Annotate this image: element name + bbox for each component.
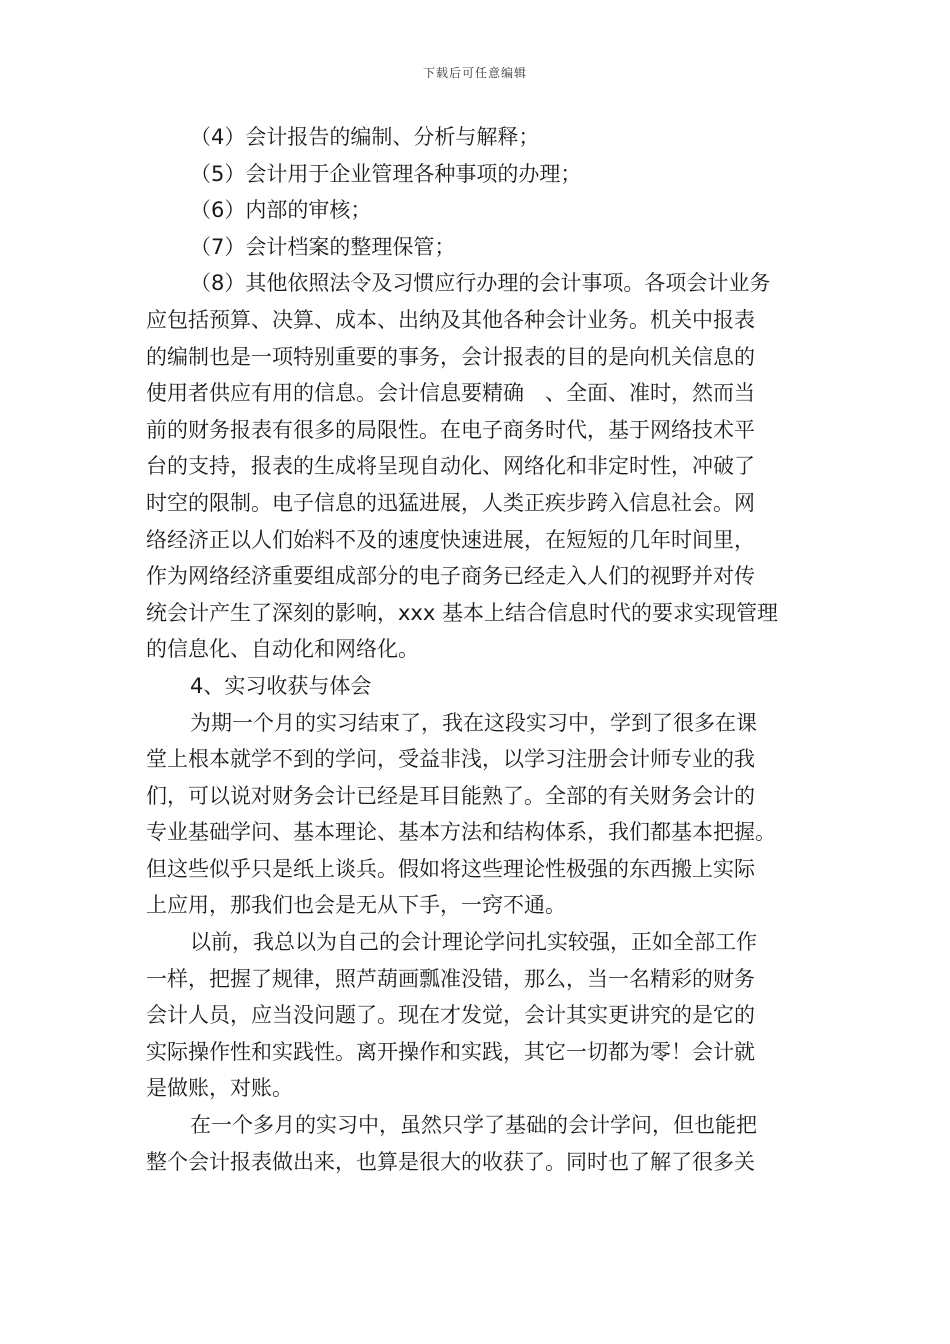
paragraph-line: 整个会计报表做出来，也算是很大的收获了。同时也了解了很多关	[146, 1149, 755, 1174]
section-heading: 4、实习收获与体会	[190, 673, 372, 698]
paragraph-line: 会计人员，应当没问题了。现在才发觉，会计其实更讲究的是它的	[146, 1003, 755, 1028]
paragraph-line: 使用者供应有用的信息。会计信息要精确 、全面、准时，然而当	[146, 381, 755, 406]
paragraph-line: 专业基础学问、基本理论、基本方法和结构体系，我们都基本把握。	[146, 820, 776, 845]
paragraph-line: 一样，把握了规律，照芦葫画瓢准没错，那么，当一名精彩的财务	[146, 966, 755, 991]
paragraph-line: 堂上根本就学不到的学问，受益非浅，以学习注册会计师专业的我	[146, 747, 755, 772]
page-header-note: 下载后可任意编辑	[422, 66, 527, 80]
paragraph-line: 实际操作性和实践性。离开操作和实践，其它一切都为零！会计就	[146, 1039, 755, 1064]
list-item-5: （5）会计用于企业管理各种事项的办理；	[190, 161, 582, 186]
body-text	[146, 119, 822, 1180]
paragraph-line: 前的财务报表有很多的局限性。在电子商务时代，基于网络技术平	[146, 417, 755, 442]
paragraph-line: 作为网络经济重要组成部分的电子商务已经走入人们的视野并对传	[146, 564, 755, 589]
paragraph-line: 统会计产生了深刻的影响，xxx 基本上结合信息时代的要求实现管理	[146, 600, 778, 625]
paragraph-line: 们，可以说对财务会计已经是耳目能熟了。全部的有关财务会计的	[146, 783, 755, 808]
paragraph-line: 是做账，对账。	[146, 1076, 293, 1101]
paragraph-line: 络经济正以人们始料不及的速度快速进展，在短短的几年时间里，	[146, 527, 755, 552]
paragraph-line: 为期一个月的实习结束了，我在这段实习中，学到了很多在课	[190, 710, 757, 735]
paragraph-line: 时空的限制。电子信息的迅猛进展，人类正疾步跨入信息社会。网	[146, 490, 755, 515]
paragraph-line: 的信息化、自动化和网络化。	[146, 637, 419, 662]
paragraph-line: 上应用，那我们也会是无从下手，一窍不通。	[146, 893, 566, 918]
list-item-6: （6）内部的审核；	[190, 198, 372, 223]
paragraph-line: 的编制也是一项特别重要的事务，会计报表的目的是向机关信息的	[146, 344, 755, 369]
paragraph-line: 在一个多月的实习中，虽然只学了基础的会计学问，但也能把	[190, 1113, 757, 1138]
list-item-8: （8）其他依照法令及习惯应行办理的会计事项。各项会计业务	[190, 271, 771, 296]
list-item-7: （7）会计档案的整理保管；	[190, 234, 456, 259]
paragraph-line: 但这些似乎只是纸上谈兵。假如将这些理论性极强的东西搬上实际	[146, 856, 755, 881]
list-item-4: （4）会计报告的编制、分析与解释；	[190, 125, 540, 149]
paragraph-line: 台的支持，报表的生成将呈现自动化、网络化和非定时性，冲破了	[146, 454, 755, 479]
paragraph-line: 以前，我总以为自己的会计理论学问扎实较强，正如全部工作	[190, 930, 757, 955]
paragraph-line: 应包括预算、决算、成本、出纳及其他各种会计业务。机关中报表	[146, 307, 755, 332]
